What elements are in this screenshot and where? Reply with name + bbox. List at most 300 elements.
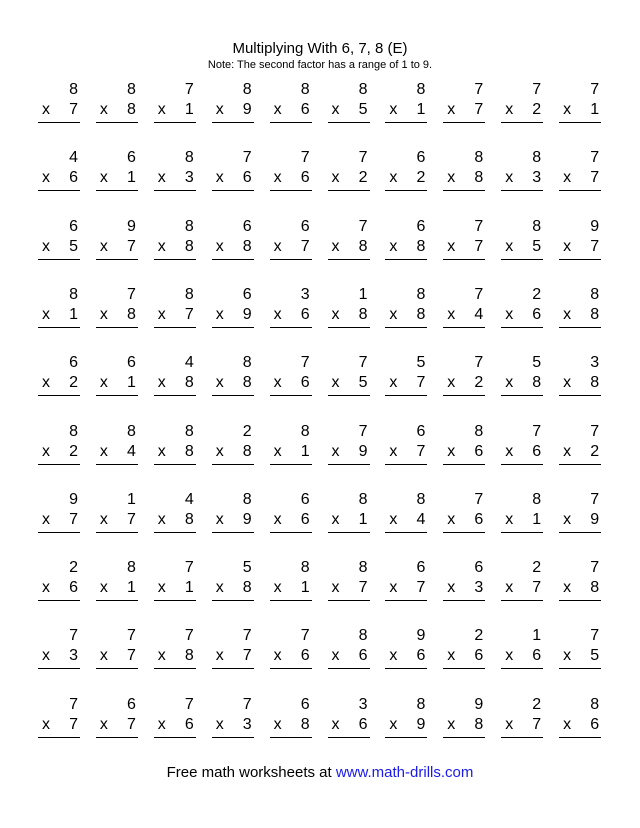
multiply-operator: x [273, 647, 282, 665]
second-factor: 6 [300, 101, 310, 118]
answer-line [154, 532, 196, 533]
multiply-operator: x [447, 237, 456, 255]
first-factor: 8 [358, 559, 368, 577]
first-factor: 8 [126, 81, 136, 98]
first-factor: 3 [590, 354, 600, 372]
multiplication-problem [212, 353, 254, 397]
answer-line [501, 532, 543, 533]
answer-line [443, 668, 485, 669]
second-factor: 7 [126, 647, 136, 665]
multiplication-problem [154, 695, 196, 739]
answer-line [443, 190, 485, 191]
first-factor: 8 [184, 149, 194, 167]
first-factor: 6 [242, 285, 252, 303]
first-factor: 7 [300, 627, 310, 645]
answer-line [443, 122, 485, 123]
multiply-operator: x [157, 510, 166, 528]
second-factor: 9 [358, 442, 368, 460]
second-factor: 6 [474, 647, 484, 665]
multiply-operator: x [331, 374, 340, 392]
first-factor: 4 [184, 490, 194, 508]
second-factor: 3 [474, 579, 484, 597]
second-factor: 8 [474, 715, 484, 733]
problem-row [38, 217, 603, 261]
first-factor: 2 [532, 559, 542, 577]
second-factor: 8 [242, 442, 252, 460]
first-factor: 1 [532, 627, 542, 645]
first-factor: 7 [184, 81, 194, 98]
multiply-operator: x [505, 442, 514, 460]
problem-row [38, 422, 603, 466]
first-factor: 8 [300, 559, 310, 577]
multiplication-problem [212, 422, 254, 466]
second-factor: 5 [590, 647, 600, 665]
second-factor: 7 [474, 237, 484, 255]
first-factor: 8 [184, 217, 194, 235]
multiplication-problem [559, 217, 601, 261]
second-factor: 7 [416, 442, 426, 460]
multiply-operator: x [389, 647, 398, 665]
second-factor: 6 [300, 169, 310, 187]
multiplication-problem [559, 148, 601, 192]
multiply-operator: x [505, 305, 514, 323]
multiplication-problem [443, 353, 485, 397]
second-factor: 9 [590, 510, 600, 528]
answer-line [443, 600, 485, 601]
first-factor: 8 [416, 695, 426, 713]
multiply-operator: x [389, 305, 398, 323]
worksheet-note: Note: The second factor has a range of 1 to 9. [207, 59, 433, 71]
first-factor: 4 [69, 149, 78, 167]
second-factor: 8 [184, 647, 194, 665]
multiplication-problem [443, 490, 485, 534]
first-factor: 6 [416, 559, 426, 577]
answer-line [212, 327, 254, 328]
first-factor: 7 [242, 695, 252, 713]
multiply-operator: x [389, 237, 398, 255]
first-factor: 6 [474, 559, 484, 577]
answer-line [154, 395, 196, 396]
multiplication-problem [559, 80, 601, 124]
answer-line [212, 532, 254, 533]
first-factor: 2 [69, 559, 78, 577]
answer-line [501, 395, 543, 396]
multiplication-problem [154, 353, 196, 397]
first-factor: 7 [358, 354, 368, 372]
problem-row [38, 285, 603, 329]
multiply-operator: x [331, 647, 340, 665]
multiply-operator: x [157, 305, 166, 323]
multiplication-problem [270, 490, 312, 534]
problem-row [38, 626, 603, 670]
second-factor: 8 [358, 305, 368, 323]
multiply-operator: x [331, 305, 340, 323]
multiplication-problem [443, 148, 485, 192]
multiply-operator: x [563, 169, 572, 187]
multiplication-problem [559, 353, 601, 397]
multiply-operator: x [389, 169, 398, 187]
multiplication-problem [443, 558, 485, 602]
multiply-operator: x [389, 510, 398, 528]
multiply-operator: x [505, 579, 514, 597]
problem-row [38, 490, 603, 534]
multiplication-problem [270, 558, 312, 602]
multiplication-problem [501, 148, 543, 192]
multiplication-problem [385, 695, 427, 739]
multiply-operator: x [389, 579, 398, 597]
answer-line [212, 259, 254, 260]
second-factor: 1 [532, 510, 542, 528]
answer-line [385, 259, 427, 260]
multiply-operator: x [447, 579, 456, 597]
second-factor: 7 [126, 715, 136, 733]
answer-line [328, 122, 370, 123]
first-factor: 6 [416, 149, 426, 167]
answer-line [270, 327, 312, 328]
second-factor: 7 [242, 647, 252, 665]
multiply-operator: x [563, 647, 572, 665]
multiply-operator: x [42, 510, 50, 528]
answer-line [154, 259, 196, 260]
answer-line [501, 259, 543, 260]
multiplication-problem [443, 422, 485, 466]
answer-line [270, 737, 312, 738]
first-factor: 7 [532, 422, 542, 440]
answer-line [212, 190, 254, 191]
multiply-operator: x [273, 237, 282, 255]
answer-line [559, 327, 601, 328]
second-factor: 2 [416, 169, 426, 187]
multiply-operator: x [505, 715, 514, 733]
first-factor: 8 [590, 695, 600, 713]
multiply-operator: x [563, 101, 572, 118]
answer-line [385, 600, 427, 601]
answer-line [501, 122, 543, 123]
second-factor: 2 [69, 442, 78, 460]
second-factor: 1 [69, 305, 78, 323]
second-factor: 7 [126, 510, 136, 528]
multiply-operator: x [42, 442, 50, 460]
second-factor: 8 [184, 237, 194, 255]
multiply-operator: x [331, 442, 340, 460]
first-factor: 7 [69, 627, 78, 645]
second-factor: 2 [474, 374, 484, 392]
first-factor: 7 [474, 490, 484, 508]
first-factor: 8 [242, 354, 252, 372]
multiply-operator: x [99, 442, 108, 460]
multiplication-problem [96, 353, 138, 397]
second-factor: 8 [300, 715, 310, 733]
answer-line [328, 395, 370, 396]
first-factor: 6 [416, 217, 426, 235]
first-factor: 7 [532, 81, 542, 98]
multiply-operator: x [563, 579, 572, 597]
problem-row [38, 558, 603, 602]
second-factor: 6 [358, 715, 368, 733]
multiply-operator: x [99, 169, 108, 187]
multiply-operator: x [505, 510, 514, 528]
second-factor: 1 [126, 169, 136, 187]
second-factor: 7 [590, 169, 600, 187]
multiply-operator: x [157, 442, 166, 460]
multiply-operator: x [447, 305, 456, 323]
multiplication-problem [270, 422, 312, 466]
multiplication-problem [154, 217, 196, 261]
second-factor: 1 [416, 101, 426, 118]
second-factor: 8 [416, 237, 426, 255]
multiply-operator: x [273, 305, 282, 323]
multiply-operator: x [157, 374, 166, 392]
multiply-operator: x [215, 169, 224, 187]
answer-line [38, 327, 80, 328]
multiply-operator: x [447, 647, 456, 665]
answer-line [385, 737, 427, 738]
first-factor: 2 [242, 422, 252, 440]
multiply-operator: x [215, 101, 224, 118]
second-factor: 6 [69, 579, 78, 597]
second-factor: 6 [474, 510, 484, 528]
second-factor: 8 [416, 305, 426, 323]
second-factor: 5 [358, 101, 368, 118]
multiply-operator: x [505, 169, 514, 187]
second-factor: 7 [416, 374, 426, 392]
first-factor: 5 [416, 354, 426, 372]
first-factor: 8 [416, 81, 426, 98]
multiply-operator: x [99, 101, 108, 118]
answer-line [385, 327, 427, 328]
first-factor: 7 [184, 627, 194, 645]
multiplication-problem [559, 490, 601, 534]
multiplication-problem [385, 490, 427, 534]
second-factor: 6 [184, 715, 194, 733]
first-factor: 6 [69, 217, 78, 235]
answer-line [328, 532, 370, 533]
answer-line [385, 668, 427, 669]
first-factor: 8 [416, 285, 426, 303]
multiply-operator: x [99, 510, 108, 528]
multiplication-problem [501, 353, 543, 397]
answer-line [270, 600, 312, 601]
second-factor: 3 [184, 169, 194, 187]
multiply-operator: x [157, 579, 166, 597]
first-factor: 8 [242, 490, 252, 508]
first-factor: 7 [242, 627, 252, 645]
answer-line [443, 737, 485, 738]
answer-line [559, 395, 601, 396]
multiply-operator: x [157, 237, 166, 255]
answer-line [501, 464, 543, 465]
first-factor: 7 [474, 285, 484, 303]
answer-line [212, 737, 254, 738]
multiplication-problem [212, 558, 254, 602]
worksheet-title: Multiplying With 6, 7, 8 (E) [232, 40, 408, 57]
first-factor: 6 [126, 149, 136, 167]
multiply-operator: x [42, 237, 50, 255]
answer-line [38, 464, 80, 465]
multiplication-problem [270, 217, 312, 261]
second-factor: 6 [532, 647, 542, 665]
first-factor: 3 [300, 285, 310, 303]
multiplication-problem [385, 217, 427, 261]
first-factor: 7 [300, 149, 310, 167]
answer-line [385, 464, 427, 465]
answer-line [501, 737, 543, 738]
first-factor: 7 [590, 81, 600, 98]
second-factor: 8 [126, 101, 136, 118]
multiply-operator: x [273, 715, 282, 733]
answer-line [270, 190, 312, 191]
answer-line [328, 327, 370, 328]
first-factor: 8 [358, 490, 368, 508]
multiplication-problem [328, 626, 370, 670]
answer-line [96, 327, 138, 328]
second-factor: 2 [532, 101, 542, 118]
multiply-operator: x [273, 374, 282, 392]
first-factor: 8 [184, 422, 194, 440]
answer-line [385, 395, 427, 396]
first-factor: 9 [126, 217, 136, 235]
first-factor: 7 [474, 217, 484, 235]
second-factor: 9 [242, 305, 252, 323]
first-factor: 9 [474, 695, 484, 713]
multiply-operator: x [157, 101, 166, 118]
multiplication-problem [270, 148, 312, 192]
answer-line [96, 737, 138, 738]
multiplication-problem [38, 217, 80, 261]
second-factor: 7 [474, 101, 484, 118]
multiplication-problem [96, 695, 138, 739]
answer-line [154, 668, 196, 669]
second-factor: 1 [300, 442, 310, 460]
multiplication-problem [559, 558, 601, 602]
answer-line [559, 464, 601, 465]
multiplication-problem [96, 148, 138, 192]
first-factor: 6 [300, 695, 310, 713]
multiply-operator: x [42, 647, 50, 665]
multiply-operator: x [505, 237, 514, 255]
multiply-operator: x [563, 715, 572, 733]
multiplication-problem [154, 422, 196, 466]
second-factor: 4 [474, 305, 484, 323]
multiply-operator: x [273, 579, 282, 597]
multiplication-problem [443, 80, 485, 124]
first-factor: 8 [416, 490, 426, 508]
answer-line [501, 600, 543, 601]
multiplication-problem [270, 626, 312, 670]
multiply-operator: x [42, 374, 50, 392]
multiply-operator: x [215, 237, 224, 255]
multiply-operator: x [447, 169, 456, 187]
answer-line [443, 532, 485, 533]
second-factor: 8 [242, 579, 252, 597]
first-factor: 9 [416, 627, 426, 645]
answer-line [443, 464, 485, 465]
multiply-operator: x [215, 715, 224, 733]
answer-line [328, 190, 370, 191]
multiplication-problem [501, 217, 543, 261]
multiply-operator: x [389, 374, 398, 392]
multiplication-problem [154, 558, 196, 602]
multiplication-problem [559, 422, 601, 466]
first-factor: 6 [69, 354, 78, 372]
multiplication-problem [38, 285, 80, 329]
multiplication-problem [212, 148, 254, 192]
answer-line [270, 668, 312, 669]
multiplication-problem [96, 558, 138, 602]
multiply-operator: x [563, 237, 572, 255]
multiplication-problem [328, 80, 370, 124]
second-factor: 7 [358, 579, 368, 597]
multiply-operator: x [505, 374, 514, 392]
answer-line [328, 259, 370, 260]
multiplication-problem [385, 148, 427, 192]
first-factor: 5 [532, 354, 542, 372]
answer-line [270, 122, 312, 123]
first-factor: 7 [590, 627, 600, 645]
answer-line [328, 600, 370, 601]
second-factor: 1 [590, 101, 600, 118]
multiplication-problem [328, 285, 370, 329]
multiply-operator: x [273, 442, 282, 460]
multiplication-problem [96, 285, 138, 329]
multiply-operator: x [331, 510, 340, 528]
first-factor: 6 [416, 422, 426, 440]
first-factor: 6 [126, 695, 136, 713]
second-factor: 7 [590, 237, 600, 255]
problem-row [38, 353, 603, 397]
footer-link[interactable]: www.math-drills.com [335, 764, 474, 781]
second-factor: 7 [69, 510, 78, 528]
first-factor: 7 [590, 559, 600, 577]
answer-line [38, 737, 80, 738]
first-factor: 8 [300, 81, 310, 98]
multiply-operator: x [447, 510, 456, 528]
answer-line [559, 190, 601, 191]
multiply-operator: x [157, 169, 166, 187]
first-factor: 1 [358, 285, 368, 303]
multiplication-problem [385, 626, 427, 670]
multiplication-problem [38, 148, 80, 192]
multiply-operator: x [215, 374, 224, 392]
answer-line [270, 259, 312, 260]
first-factor: 7 [184, 695, 194, 713]
first-factor: 7 [126, 627, 136, 645]
multiplication-problem [38, 695, 80, 739]
multiplication-problem [443, 217, 485, 261]
answer-line [212, 600, 254, 601]
multiply-operator: x [273, 169, 282, 187]
multiply-operator: x [215, 579, 224, 597]
multiplication-problem [154, 80, 196, 124]
first-factor: 8 [69, 285, 78, 303]
second-factor: 6 [590, 715, 600, 733]
multiplication-problem [443, 285, 485, 329]
answer-line [38, 190, 80, 191]
second-factor: 1 [126, 374, 136, 392]
first-factor: 7 [358, 422, 368, 440]
multiplication-problem [328, 217, 370, 261]
multiplication-problem [385, 422, 427, 466]
first-factor: 3 [358, 695, 368, 713]
answer-line [501, 668, 543, 669]
answer-line [328, 737, 370, 738]
multiplication-problem [96, 80, 138, 124]
multiply-operator: x [42, 101, 50, 118]
second-factor: 5 [69, 237, 78, 255]
multiply-operator: x [563, 374, 572, 392]
multiplication-problem [212, 695, 254, 739]
second-factor: 4 [126, 442, 136, 460]
